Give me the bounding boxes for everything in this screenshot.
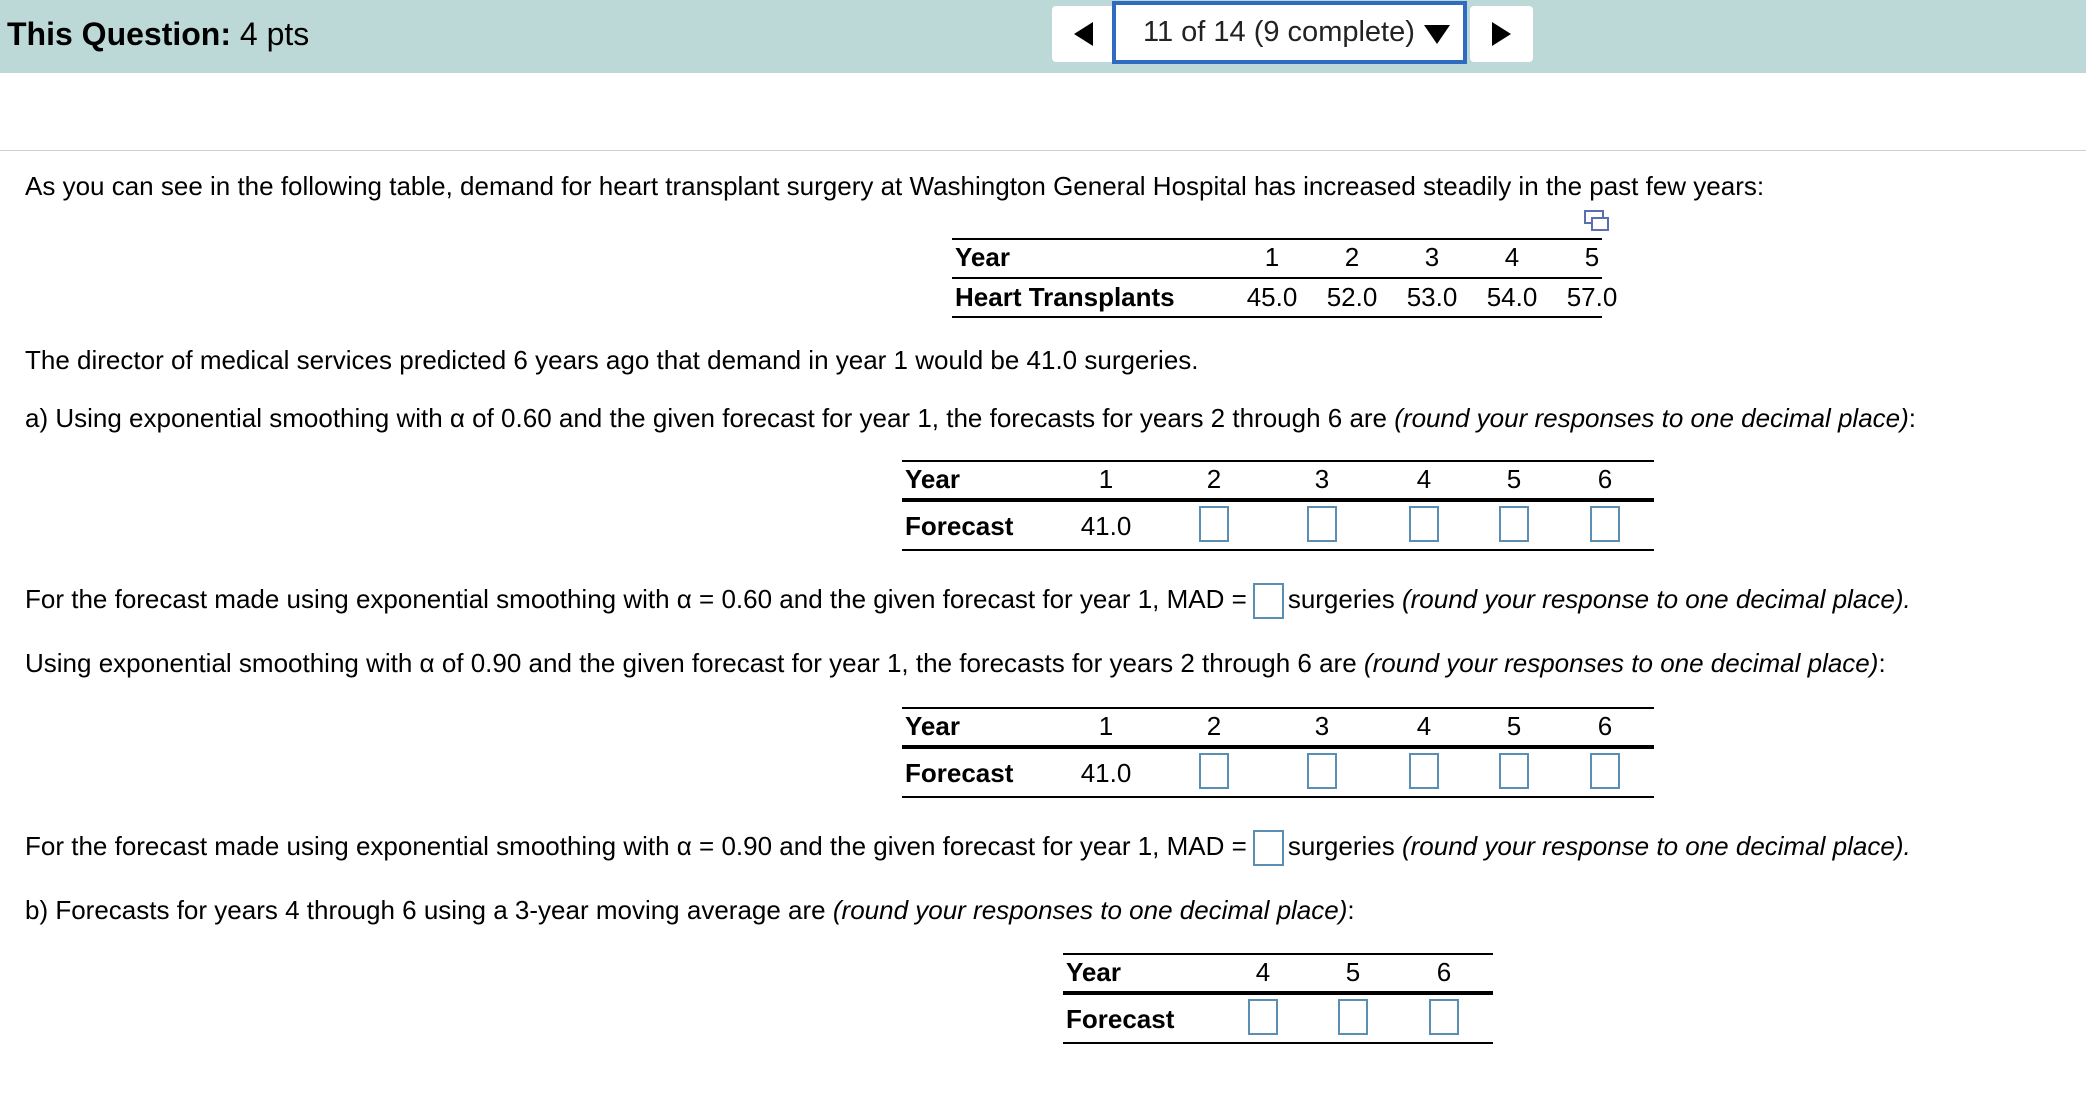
table-bottom-rule bbox=[952, 316, 1602, 318]
year-cell: 2 bbox=[1206, 711, 1222, 741]
year-cell: 5 bbox=[1506, 464, 1522, 494]
question-header-bar bbox=[0, 0, 2086, 73]
table-mid-rule bbox=[902, 498, 1654, 502]
part-b-prompt-text: b) Forecasts for years 4 through 6 using a 3-year moving average are bbox=[25, 895, 826, 925]
forecast-input[interactable] bbox=[1499, 753, 1529, 789]
table-row bbox=[952, 242, 1602, 276]
value-cell: 52.0 bbox=[1326, 282, 1378, 312]
table-bottom-rule bbox=[902, 796, 1654, 798]
row-label: Year bbox=[905, 711, 960, 741]
year-cell: 4 bbox=[1255, 957, 1271, 987]
forecast-input[interactable] bbox=[1307, 506, 1337, 542]
part-b-hint-suffix: : bbox=[1347, 895, 1355, 925]
question-label: This Question: bbox=[7, 16, 231, 52]
table-row bbox=[952, 282, 1618, 316]
year-cell: 4 bbox=[1416, 464, 1432, 494]
year-cell: 6 bbox=[1436, 957, 1452, 987]
mad-a-line bbox=[25, 583, 1911, 619]
year-cell: 2 bbox=[1344, 242, 1360, 272]
year-cell: 5 bbox=[1506, 711, 1522, 741]
part-a2-prompt-text: Using exponential smoothing with α of 0.90 and the given forecast for year 1, the forecasts for years 2 through 6 are bbox=[25, 648, 1357, 678]
table-mid-rule bbox=[1063, 991, 1493, 995]
year-cell: 2 bbox=[1206, 464, 1222, 494]
intro-text: As you can see in the following table, demand for heart transplant surgery at Washington General Hospital has increased steadily in the past few years: bbox=[25, 171, 1765, 201]
year-cell: 4 bbox=[1416, 711, 1432, 741]
mad-a-prefix: For the forecast made using exponential smoothing with α = 0.60 and the given forecast for year 1, MAD = bbox=[25, 584, 1247, 614]
year-cell: 1 bbox=[1098, 464, 1114, 494]
table-mid-rule bbox=[902, 745, 1654, 749]
table-row bbox=[902, 711, 1654, 745]
part-a2-hint-suffix: : bbox=[1878, 648, 1886, 678]
points-value: 4 pts bbox=[239, 16, 310, 52]
table-bottom-rule bbox=[902, 549, 1654, 551]
expand-table-icon[interactable] bbox=[1584, 210, 1610, 232]
part-b-hint: (round your responses to one decimal place) bbox=[832, 895, 1348, 925]
divider bbox=[0, 150, 2086, 151]
year-cell: 6 bbox=[1597, 464, 1613, 494]
arrow-left-icon bbox=[1074, 22, 1093, 46]
part-a-hint-suffix: : bbox=[1908, 403, 1917, 433]
row-label: Year bbox=[955, 242, 1010, 272]
arrow-right-icon bbox=[1492, 22, 1511, 46]
mad-a2-prefix: For the forecast made using exponential smoothing with α = 0.90 and the given forecast for year 1, MAD = bbox=[25, 831, 1247, 861]
forecast-input[interactable] bbox=[1199, 753, 1229, 789]
chevron-down-icon bbox=[1424, 25, 1450, 44]
forecast-input[interactable] bbox=[1590, 753, 1620, 789]
value-cell: 57.0 bbox=[1566, 282, 1618, 312]
part-a2-hint: (round your responses to one decimal place) bbox=[1363, 648, 1879, 678]
director-text: The director of medical services predicted 6 years ago that demand in year 1 would be 41.0 surgeries. bbox=[25, 345, 1199, 375]
year-cell: 3 bbox=[1424, 242, 1440, 272]
next-question-button[interactable] bbox=[1470, 6, 1533, 62]
part-a-hint: (round your responses to one decimal place) bbox=[1394, 403, 1909, 433]
table-row bbox=[902, 464, 1654, 498]
table-top-rule bbox=[952, 238, 1602, 240]
value-cell: 53.0 bbox=[1406, 282, 1458, 312]
part-a2-prompt bbox=[25, 647, 1886, 679]
part-a-prompt-text: a) Using exponential smoothing with α of 0.60 and the given forecast for year 1, the forecasts for years 2 through 6 are bbox=[25, 403, 1388, 433]
year-cell: 5 bbox=[1345, 957, 1361, 987]
forecast-input[interactable] bbox=[1409, 506, 1439, 542]
year-cell: 3 bbox=[1314, 464, 1330, 494]
moving-average-input[interactable] bbox=[1338, 999, 1368, 1035]
table-top-rule bbox=[1063, 953, 1493, 955]
part-a-prompt bbox=[25, 402, 1916, 434]
mad-a2-hint: (round your response to one decimal place). bbox=[1401, 831, 1911, 861]
moving-average-input[interactable] bbox=[1429, 999, 1459, 1035]
table-top-rule bbox=[902, 460, 1654, 462]
forecast-table-a bbox=[902, 459, 1654, 551]
previous-question-button[interactable] bbox=[1052, 6, 1115, 62]
forecast-table-a2 bbox=[902, 706, 1654, 798]
table-mid-rule bbox=[952, 277, 1602, 279]
year-cell: 1 bbox=[1098, 711, 1114, 741]
table-row bbox=[902, 511, 1654, 545]
table-top-rule bbox=[902, 707, 1654, 709]
row-label: Forecast bbox=[905, 511, 1014, 541]
mad-a2-line bbox=[25, 830, 1911, 866]
mad-input[interactable] bbox=[1253, 830, 1284, 866]
row-label: Forecast bbox=[905, 758, 1014, 788]
question-selector[interactable] bbox=[1112, 1, 1467, 64]
mad-a2-unit: surgeries bbox=[1287, 831, 1395, 861]
forecast-input[interactable] bbox=[1590, 506, 1620, 542]
moving-average-table bbox=[1063, 952, 1493, 1044]
table-bottom-rule bbox=[1063, 1042, 1493, 1044]
table-row bbox=[1063, 957, 1493, 991]
moving-average-input[interactable] bbox=[1248, 999, 1278, 1035]
mad-input[interactable] bbox=[1253, 583, 1284, 619]
question-progress: 11 of 14 (9 complete) bbox=[1143, 16, 1415, 48]
row-label: Forecast bbox=[1066, 1004, 1175, 1034]
row-label: Heart Transplants bbox=[955, 282, 1175, 312]
given-forecast: 41.0 bbox=[1080, 758, 1132, 788]
question-points bbox=[7, 14, 309, 54]
row-label: Year bbox=[1066, 957, 1121, 987]
year-cell: 5 bbox=[1584, 242, 1600, 272]
forecast-input[interactable] bbox=[1499, 506, 1529, 542]
year-cell: 1 bbox=[1264, 242, 1280, 272]
demand-table bbox=[952, 236, 1618, 318]
year-cell: 6 bbox=[1597, 711, 1613, 741]
part-b-prompt bbox=[25, 894, 1355, 926]
mad-a-unit: surgeries bbox=[1287, 584, 1395, 614]
forecast-input[interactable] bbox=[1307, 753, 1337, 789]
forecast-input[interactable] bbox=[1409, 753, 1439, 789]
given-forecast: 41.0 bbox=[1080, 511, 1132, 541]
year-cell: 4 bbox=[1504, 242, 1520, 272]
forecast-input[interactable] bbox=[1199, 506, 1229, 542]
value-cell: 45.0 bbox=[1246, 282, 1298, 312]
value-cell: 54.0 bbox=[1486, 282, 1538, 312]
table-row bbox=[902, 758, 1654, 792]
row-label: Year bbox=[905, 464, 960, 494]
year-cell: 3 bbox=[1314, 711, 1330, 741]
mad-a-hint: (round your response to one decimal place). bbox=[1401, 584, 1911, 614]
